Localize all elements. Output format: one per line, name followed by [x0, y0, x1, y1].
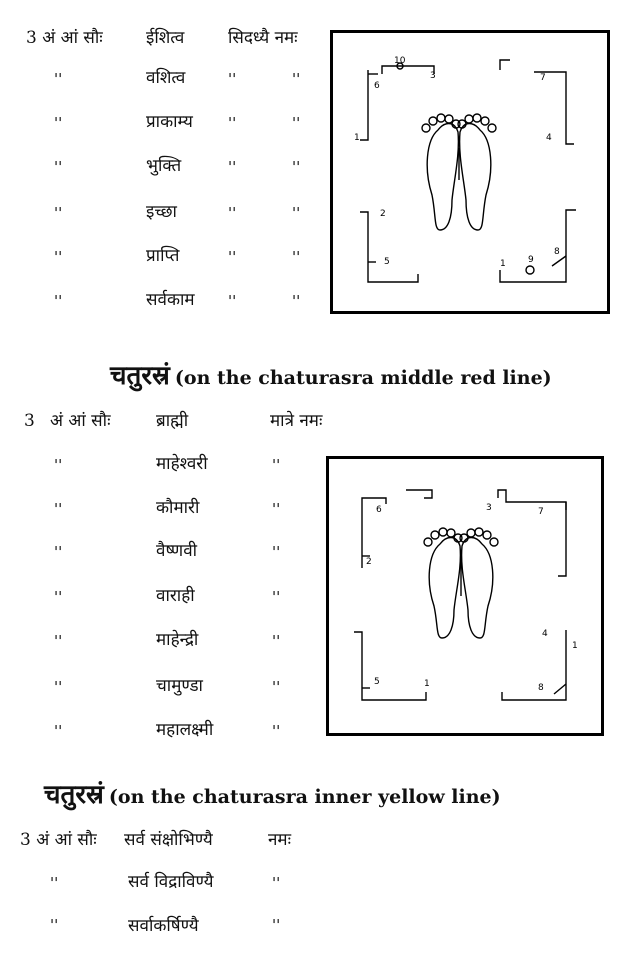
d1-label: 2: [380, 209, 386, 219]
ditto-mark: '': [272, 456, 281, 474]
d1-label: 4: [546, 133, 552, 143]
ditto-mark: '': [292, 248, 301, 266]
ditto-mark: '': [54, 204, 63, 222]
ditto-mark: '': [54, 292, 63, 310]
s1-item-5: प्राप्ति: [146, 246, 180, 266]
s2-item-6: चामुण्डा: [156, 676, 203, 696]
d1-label: 1: [354, 133, 360, 143]
s2-item-5: माहेन्द्री: [156, 630, 199, 650]
ditto-mark: '': [54, 678, 63, 696]
s1-prefix: 3 अं आं सौः: [26, 28, 103, 48]
ditto-mark: '': [292, 114, 301, 132]
s2-prefix: अं आं सौः: [50, 411, 111, 431]
right-foot-icon: [460, 124, 491, 231]
s2-prefix-num: 3: [24, 411, 35, 431]
ditto-mark: '': [54, 114, 63, 132]
s3-item-1: सर्वाकर्षिण्यै: [128, 916, 199, 936]
ditto-mark: '': [228, 70, 237, 88]
d2-label: 6: [376, 505, 382, 515]
ditto-mark: '': [54, 158, 63, 176]
d1-label: 7: [540, 73, 546, 83]
d2-label: 2: [366, 557, 372, 567]
d1-label: 9: [528, 255, 534, 265]
d2-label: 3: [486, 503, 492, 513]
yantra-diagram-2: [326, 456, 604, 736]
ditto-mark: '': [50, 916, 59, 934]
s3-first-item: सर्व संक्षोभिण्यै: [124, 830, 213, 850]
ditto-mark: '': [228, 204, 237, 222]
d1-label: 8: [554, 247, 560, 257]
ditto-mark: '': [292, 292, 301, 310]
s3-item-0: सर्व विद्राविण्यै: [128, 872, 214, 892]
s2-item-3: वैष्णवी: [156, 541, 198, 561]
d1-label: 1: [500, 259, 506, 269]
s2-suffix: मात्रे नमः: [270, 411, 323, 431]
d1-label: 3: [430, 71, 436, 81]
ditto-mark: '': [292, 70, 301, 88]
ditto-mark: '': [272, 632, 281, 650]
ditto-mark: '': [228, 114, 237, 132]
ditto-mark: '': [54, 500, 63, 518]
ditto-mark: '': [228, 248, 237, 266]
ditto-mark: '': [272, 500, 281, 518]
s1-item-1: वशित्व: [146, 68, 186, 88]
s3-prefix: 3 अं आं सौः: [20, 830, 97, 850]
d2-label: 4: [542, 629, 548, 639]
right-foot-icon: [462, 538, 493, 639]
ditto-mark: '': [54, 722, 63, 740]
s2-item-0: ब्राह्मी: [156, 411, 189, 431]
d1-label: 5: [384, 257, 390, 267]
s3-suffix: नमः: [268, 830, 292, 850]
ditto-mark: '': [272, 678, 281, 696]
d2-label: 7: [538, 507, 544, 517]
d2-label: 5: [374, 677, 380, 687]
heading-middle-red-line: चतुरस्रं (on the chaturasra middle red line): [110, 361, 552, 391]
d2-label: 8: [538, 683, 544, 693]
ditto-mark: '': [54, 632, 63, 650]
ditto-mark: '': [54, 248, 63, 266]
s1-item-3: भुक्ति: [146, 156, 182, 176]
left-foot-icon: [427, 124, 458, 231]
yantra-diagram-1: [330, 30, 610, 314]
d2-label: 1: [572, 641, 578, 651]
ditto-mark: '': [54, 588, 63, 606]
s2-item-2: कौमारी: [156, 498, 200, 518]
ditto-mark: '': [54, 70, 63, 88]
ditto-mark: '': [228, 292, 237, 310]
s1-item-6: सर्वकाम: [146, 290, 195, 310]
ditto-mark: '': [292, 158, 301, 176]
s2-item-7: महालक्ष्मी: [156, 720, 214, 740]
ditto-mark: '': [272, 722, 281, 740]
s2-item-4: वाराही: [156, 586, 195, 606]
ditto-mark: '': [228, 158, 237, 176]
ditto-mark: '': [272, 874, 281, 892]
s1-item-2: प्राकाम्य: [146, 112, 193, 132]
left-foot-icon: [429, 538, 460, 639]
ditto-mark: '': [54, 543, 63, 561]
ditto-mark: '': [292, 204, 301, 222]
ditto-mark: '': [54, 456, 63, 474]
ditto-mark: '': [272, 916, 281, 934]
ditto-mark: '': [272, 543, 281, 561]
heading-inner-yellow-line: चतुरस्रं (on the chaturasra inner yellow line): [44, 780, 501, 810]
s1-item-4: इच्छा: [146, 202, 177, 222]
ditto-mark: '': [272, 588, 281, 606]
s1-suffix: सिदध्यै नमः: [228, 28, 298, 48]
s2-item-1: माहेश्वरी: [156, 454, 208, 474]
ditto-mark: '': [50, 874, 59, 892]
d2-label: 1: [424, 679, 430, 689]
d1-label: 6: [374, 81, 380, 91]
s1-item-0: ईशित्व: [146, 28, 185, 48]
d1-label: 10: [394, 56, 406, 66]
